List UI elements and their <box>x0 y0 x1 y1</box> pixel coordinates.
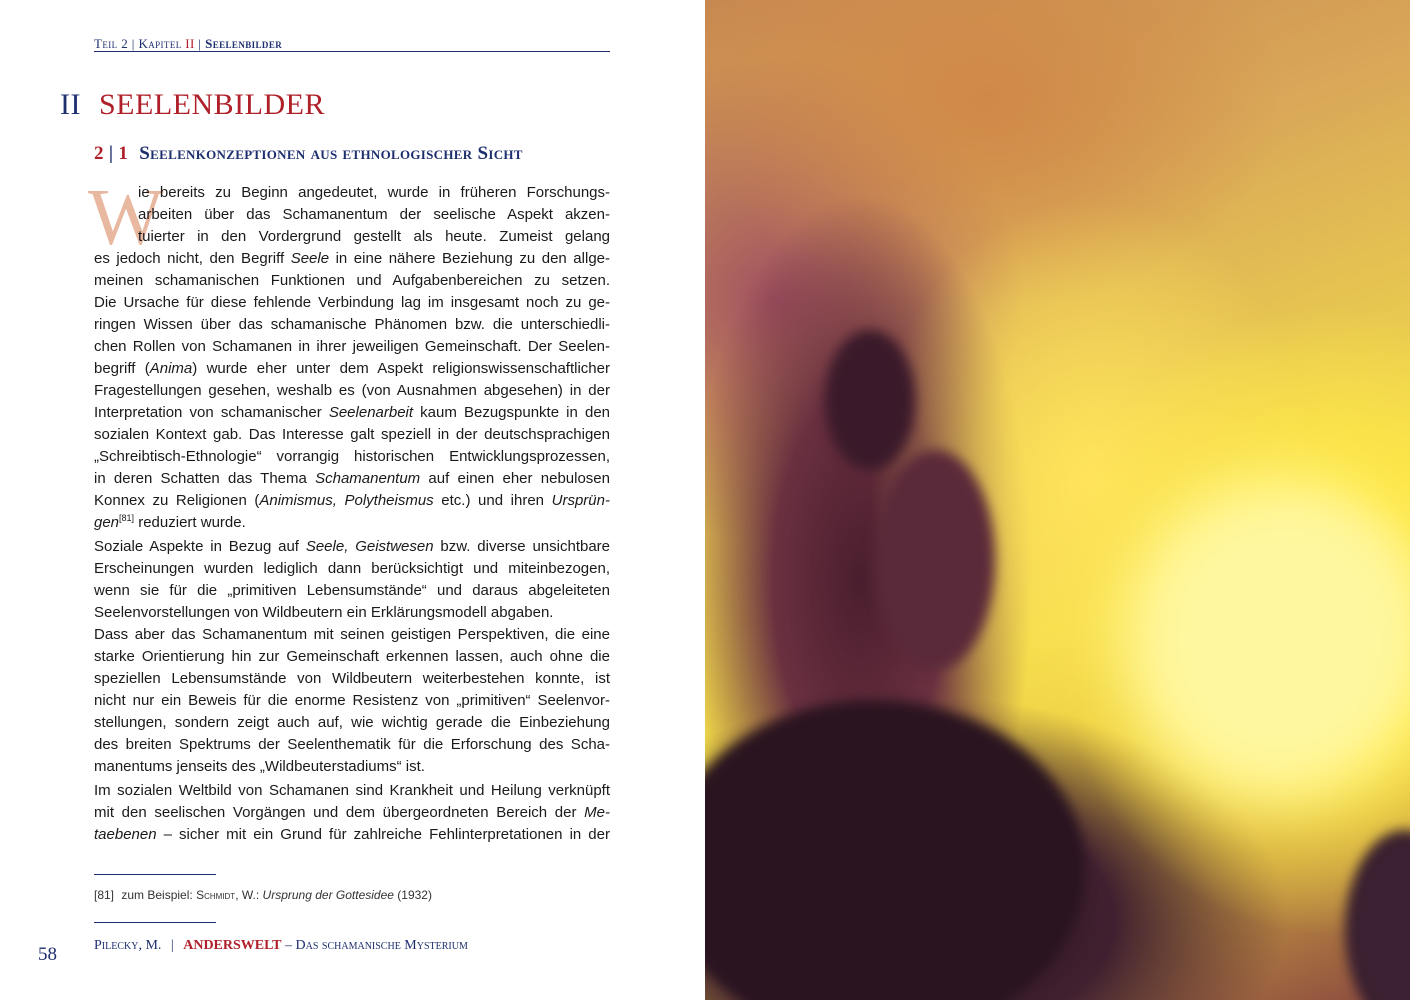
body-text-segment: es jedoch nicht, den Begriff <box>94 250 291 267</box>
header-part-number: 2 <box>121 36 129 51</box>
footnote-text: zum Beispiel: <box>121 888 193 902</box>
body-text-segment: etc.) und ihren <box>433 492 552 509</box>
painting-dark-stream <box>875 450 995 670</box>
body-line <box>94 624 610 646</box>
body-text-segment: arbeiten über das Schamanentum der seelische Aspekt akzen- <box>138 206 610 223</box>
footnote <box>94 888 432 902</box>
body-text-segment: tuierter in den Vordergrund gestellt als heute. Zumeist gelang <box>138 228 610 245</box>
body-text-segment: meinen schamanischen Funktionen und Aufgabenbereichen zu setzen. <box>94 272 610 289</box>
body-line <box>94 558 610 580</box>
body-text-segment: wenn sie für die „primitiven Lebensumstände“ und daraus abgeleiteten <box>94 582 610 599</box>
body-line <box>94 668 610 690</box>
body-line <box>94 248 610 270</box>
body-line <box>94 756 610 778</box>
body-text-segment: Animismus, Polytheismus <box>259 492 434 509</box>
body-text-segment: Seele <box>290 250 330 267</box>
painting-image <box>705 0 1410 1000</box>
body-line <box>94 336 610 358</box>
body-line <box>94 402 610 424</box>
body-text-segment: Me- <box>584 804 610 821</box>
body-text-segment: gen <box>94 514 120 531</box>
painting-dark-figure <box>825 330 915 470</box>
body-text-segment: ie bereits zu Beginn angedeutet, wurde in früheren Forschungs- <box>138 184 610 201</box>
chapter-number: II <box>60 88 81 121</box>
body-line <box>94 802 610 824</box>
body-text-segment: Erscheinungen wurden lediglich dann berücksichtigt und miteinbezogen, <box>94 560 610 577</box>
body-text-segment: Schamanentum <box>315 470 421 487</box>
footnote-marker: [81] <box>94 888 115 902</box>
body-text-segment: taebenen <box>94 826 157 843</box>
body-text-segment: Im sozialen Weltbild von Schamanen sind Krankheit und Heilung verknüpft <box>94 782 610 799</box>
section-title: Seelenkonzeptionen aus ethnologischer Sicht <box>139 143 523 164</box>
chapter-title: SEELENBILDER <box>98 88 325 121</box>
footnote-rule <box>94 874 216 875</box>
section-number-sub: 1 <box>118 143 129 164</box>
running-footer <box>94 938 468 954</box>
body-text-segment: Dass aber das Schamanentum mit seinen geistigen Perspektiven, die eine <box>94 626 610 643</box>
body-line <box>94 424 610 446</box>
painting-dark-ground <box>705 700 1085 1000</box>
section-number-part: 2 <box>94 143 104 164</box>
body-text-segment: speziellen Lebensumstände von Wildbeutern weiterbestehen konnte, ist <box>94 670 610 687</box>
header-chapter-title: Seelenbilder <box>205 36 283 51</box>
body-text-segment: Die Ursache für diese fehlende Verbindung lag im insgesamt noch zu ge- <box>94 294 610 311</box>
body-line <box>94 646 610 668</box>
body-text-segment: Seelenvorstellungen von Wildbeutern ein Erklärungsmodell abgaben. <box>94 604 554 621</box>
body-text-segment: starke Orientierung hin zur Gemeinschaft erkennen lassen, auch ohne die <box>94 648 610 665</box>
body-text-segment: in deren Schatten das Thema <box>94 470 316 487</box>
chapter-heading <box>60 88 325 122</box>
body-line <box>94 446 610 468</box>
body-text-segment: kaum Bezugspunkte in den <box>413 404 611 421</box>
body-text-segment: Soziale Aspekte in Bezug auf <box>94 538 306 555</box>
running-header: Teil 2 | Kapitel II | Seelenbilder <box>94 36 283 51</box>
body-line <box>94 580 610 602</box>
body-text-segment: sozialen Kontext gab. Das Interesse galt speziell in der deutschsprachigen <box>94 426 610 443</box>
body-text-segment: Fragestellungen gesehen, weshalb es (von Ausnahmen abgesehen) in der <box>94 382 610 399</box>
body-text-segment: ) wurde eher unter dem Aspekt religionswissenschaftlicher <box>192 360 610 377</box>
body-text-segment: mit den seelischen Vorgängen und dem übergeordneten Bereich der <box>94 804 585 821</box>
painting-dark-corner <box>1345 830 1410 1000</box>
header-rule <box>94 51 610 52</box>
body-line <box>94 824 610 846</box>
footer-separator: | <box>170 938 174 953</box>
body-text-segment: „Schreibtisch-Ethnologie“ vorrangig historischen Entwicklungsprozessen, <box>94 448 610 465</box>
body-line <box>94 358 610 380</box>
body-line <box>94 314 610 336</box>
body-text-segment: Anima <box>149 360 193 377</box>
body-line <box>94 690 610 712</box>
body-text-segment: bzw. diverse unsichtbare <box>433 538 611 555</box>
body-text-segment: Ursprün- <box>551 492 610 509</box>
body-line <box>94 380 610 402</box>
body-text-segment: chen Rollen von Schamanen in ihrer jeweiligen Gemeinschaft. Der Seelen- <box>94 338 610 355</box>
footer-author: Pilecky, M. <box>94 938 162 953</box>
body-text-segment: nicht nur ein Beweis für die enorme Resistenz von „primitiven“ Seelenvor- <box>94 692 610 709</box>
header-chapter-label: Kapitel <box>138 36 182 51</box>
footnote-author-initial: , W.: <box>235 888 260 902</box>
body-line <box>94 490 610 512</box>
header-chapter-number: II <box>185 36 195 51</box>
footnote-work: Ursprung der Gottesidee <box>262 888 394 902</box>
body-text-segment: reduziert wurde. <box>134 514 246 531</box>
body-line <box>94 602 610 624</box>
footer-subtitle: – Das schamanische Mysterium <box>285 938 468 953</box>
footnote-reference: [81] <box>119 513 135 523</box>
body-text-segment: auf einen eher nebulosen <box>420 470 610 487</box>
body-text-segment: Seelenarbeit <box>328 404 414 421</box>
drop-cap: W <box>88 174 164 262</box>
body-line <box>94 270 610 292</box>
body-text-segment: manentums jenseits des „Wildbeuterstadiums“ ist. <box>94 758 425 775</box>
body-line <box>94 468 610 490</box>
footer-book-title: ANDERSWELT <box>183 938 282 953</box>
section-heading: 2 | 1 Seelenkonzeptionen aus ethnologischer Sicht <box>94 143 523 164</box>
footnote-author: Schmidt <box>196 888 236 902</box>
body-line <box>138 204 610 226</box>
body-text-segment: ringen Wissen über das schamanische Phänomen bzw. die unterschiedli- <box>94 316 610 333</box>
body-line <box>138 226 610 248</box>
body-text-segment: Konnex zu Religionen ( <box>94 492 260 509</box>
body-text-segment: in eine nähere Beziehung zu den allge- <box>329 250 610 267</box>
body-line <box>94 712 610 734</box>
body-text-segment: begriff ( <box>94 360 150 377</box>
footer-rule <box>94 922 216 923</box>
body-text-segment: – sicher mit ein Grund für zahlreiche Fehlinterpretationen in der <box>156 826 610 843</box>
body-text-segment: Seele, Geistwesen <box>305 538 434 555</box>
body-line <box>94 536 610 558</box>
page-number: 58 <box>38 944 57 965</box>
body-line <box>94 780 610 802</box>
footnote-year: (1932) <box>397 888 432 902</box>
body-text-segment: des breiten Spektrums der Seelenthematik für die Erforschung des Scha- <box>94 736 610 753</box>
painting-light-glow <box>1125 480 1410 800</box>
body-text-segment: Interpretation von schamanischer <box>94 404 329 421</box>
body-line <box>138 182 610 204</box>
body-line <box>94 512 610 534</box>
body-text-segment: stellungen, sondern zeigt auch auf, wie wichtig gerade die Einbeziehung <box>94 714 610 731</box>
body-line <box>94 734 610 756</box>
body-line <box>94 292 610 314</box>
header-part-label: Teil <box>94 36 118 51</box>
